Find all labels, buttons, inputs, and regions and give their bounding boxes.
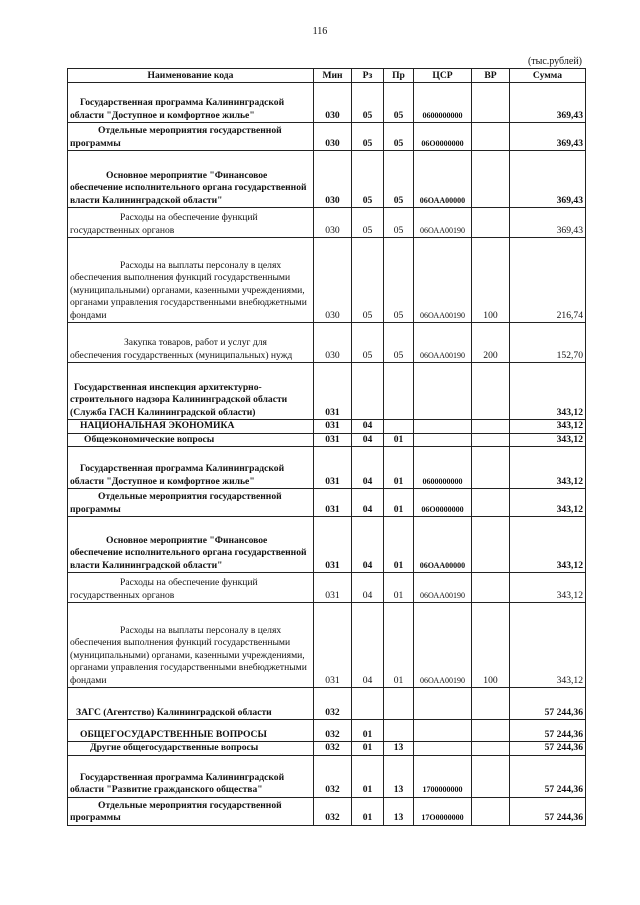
row-csr: 06ОАА00190 bbox=[414, 238, 472, 323]
header-pr: Пр bbox=[384, 69, 414, 83]
row-csr bbox=[414, 363, 472, 420]
table-row bbox=[68, 323, 586, 363]
table-header-row bbox=[68, 69, 586, 83]
row-name: Общеэкономические вопросы bbox=[84, 433, 215, 445]
row-csr bbox=[414, 720, 472, 742]
row-pr bbox=[384, 363, 414, 420]
row-rz: 04 bbox=[352, 447, 384, 489]
row-name-cell bbox=[68, 238, 314, 323]
row-min: 030 bbox=[314, 238, 352, 323]
row-name: Закупка товаров, работ и услуг для обеспечения государственных (муниципальных) нужд bbox=[70, 337, 293, 361]
row-name-cell bbox=[68, 755, 314, 797]
row-min: 030 bbox=[314, 123, 352, 151]
row-rz: 04 bbox=[352, 603, 384, 688]
row-csr: 06ОАА00190 bbox=[414, 208, 472, 238]
row-name: ЗАГС (Агентство) Калининградской области bbox=[76, 706, 272, 718]
row-csr: 1700000000 bbox=[414, 755, 472, 797]
row-pr bbox=[384, 420, 414, 434]
row-sum: 343,12 bbox=[510, 517, 586, 573]
row-name: Расходы на выплаты персоналу в целях обеспечения выполнения функций государственными (муниципальными) органами, казенными учреждениями, органами управления государственными внебюджетными фондами bbox=[70, 624, 307, 686]
row-min: 031 bbox=[314, 489, 352, 517]
row-pr bbox=[384, 688, 414, 720]
row-csr: 06ОАА00000 bbox=[414, 517, 472, 573]
row-sum: 216,74 bbox=[510, 238, 586, 323]
row-rz: 05 bbox=[352, 238, 384, 323]
row-vr bbox=[472, 489, 510, 517]
table-row bbox=[68, 797, 586, 825]
row-csr: 06ОАА00190 bbox=[414, 573, 472, 603]
row-vr bbox=[472, 517, 510, 573]
row-name-cell bbox=[68, 323, 314, 363]
row-sum: 343,12 bbox=[510, 573, 586, 603]
row-csr: 06ОАА00000 bbox=[414, 151, 472, 208]
row-name: Расходы на обеспечение функций государственных органов bbox=[70, 212, 258, 236]
row-pr: 05 bbox=[384, 83, 414, 123]
table-row bbox=[68, 238, 586, 323]
row-min: 032 bbox=[314, 755, 352, 797]
row-name: НАЦИОНАЛЬНАЯ ЭКОНОМИКА bbox=[80, 420, 235, 431]
row-vr: 100 bbox=[472, 603, 510, 688]
row-vr bbox=[472, 433, 510, 447]
row-csr bbox=[414, 688, 472, 720]
row-name: Государственная программа Калининградской области "Развитие гражданского общества" bbox=[70, 771, 285, 795]
table-row bbox=[68, 123, 586, 151]
row-rz: 01 bbox=[352, 720, 384, 742]
row-vr bbox=[472, 742, 510, 756]
row-vr bbox=[472, 151, 510, 208]
table-row bbox=[68, 489, 586, 517]
row-rz: 04 bbox=[352, 433, 384, 447]
row-name: Расходы на выплаты персоналу в целях обеспечения выполнения функций государственными (муниципальными) органами, казенными учреждениями, органами управления государственными внебюджетными фондами bbox=[70, 259, 307, 321]
row-name-cell bbox=[68, 742, 314, 756]
header-vr: ВР bbox=[472, 69, 510, 83]
row-pr: 01 bbox=[384, 447, 414, 489]
row-csr: 06ОАА00190 bbox=[414, 603, 472, 688]
row-min: 030 bbox=[314, 323, 352, 363]
row-rz: 05 bbox=[352, 208, 384, 238]
row-rz: 04 bbox=[352, 489, 384, 517]
row-name: Государственная инспекция архитектурно-строительного надзора Калининградской области (Служба ГАСН Калининградской области) bbox=[70, 381, 288, 418]
row-vr: 200 bbox=[472, 323, 510, 363]
row-sum: 57 244,36 bbox=[510, 755, 586, 797]
row-name-cell bbox=[68, 489, 314, 517]
row-rz: 01 bbox=[352, 755, 384, 797]
header-name: Наименование кода bbox=[68, 69, 314, 83]
row-min: 032 bbox=[314, 688, 352, 720]
row-sum: 343,12 bbox=[510, 363, 586, 420]
row-pr: 05 bbox=[384, 323, 414, 363]
table-row bbox=[68, 363, 586, 420]
row-name-cell bbox=[68, 517, 314, 573]
table-row bbox=[68, 433, 586, 447]
row-name-cell bbox=[68, 123, 314, 151]
row-name: Основное мероприятие "Финансовое обеспечение исполнительного органа государственной власти Калининградской области" bbox=[70, 169, 307, 206]
row-rz: 01 bbox=[352, 742, 384, 756]
row-min: 032 bbox=[314, 797, 352, 825]
row-vr bbox=[472, 755, 510, 797]
budget-table bbox=[67, 68, 586, 826]
row-rz: 05 bbox=[352, 123, 384, 151]
row-vr bbox=[472, 420, 510, 434]
row-min: 032 bbox=[314, 720, 352, 742]
row-name: Расходы на обеспечение функций государственных органов bbox=[70, 577, 258, 601]
units-label: (тыс.рублей) bbox=[527, 56, 582, 67]
table-row bbox=[68, 447, 586, 489]
page-number: 116 bbox=[312, 26, 328, 37]
row-min: 030 bbox=[314, 208, 352, 238]
table-row bbox=[68, 720, 586, 742]
row-sum: 152,70 bbox=[510, 323, 586, 363]
row-pr: 01 bbox=[384, 573, 414, 603]
row-min: 031 bbox=[314, 573, 352, 603]
table-row bbox=[68, 517, 586, 573]
row-sum: 57 244,36 bbox=[510, 797, 586, 825]
row-min: 031 bbox=[314, 517, 352, 573]
row-name: Отдельные мероприятия государственной программы bbox=[70, 125, 282, 149]
row-name-cell bbox=[68, 603, 314, 688]
row-sum: 343,12 bbox=[510, 433, 586, 447]
row-csr: 06О0000000 bbox=[414, 123, 472, 151]
row-vr bbox=[472, 720, 510, 742]
row-name-cell bbox=[68, 797, 314, 825]
row-sum: 369,43 bbox=[510, 151, 586, 208]
table-row bbox=[68, 573, 586, 603]
table-row bbox=[68, 151, 586, 208]
row-sum: 369,43 bbox=[510, 83, 586, 123]
row-vr bbox=[472, 363, 510, 420]
row-vr bbox=[472, 123, 510, 151]
row-name-cell bbox=[68, 151, 314, 208]
row-rz: 01 bbox=[352, 797, 384, 825]
row-name-cell bbox=[68, 83, 314, 123]
row-name: Другие общегосударственные вопросы bbox=[90, 742, 259, 753]
row-pr: 01 bbox=[384, 603, 414, 688]
row-rz: 04 bbox=[352, 420, 384, 434]
row-csr bbox=[414, 433, 472, 447]
row-rz: 05 bbox=[352, 83, 384, 123]
row-name-cell bbox=[68, 447, 314, 489]
row-pr: 13 bbox=[384, 797, 414, 825]
row-vr bbox=[472, 83, 510, 123]
row-name-cell bbox=[68, 420, 314, 434]
row-pr: 05 bbox=[384, 123, 414, 151]
row-pr: 13 bbox=[384, 755, 414, 797]
row-vr bbox=[472, 208, 510, 238]
row-sum: 57 244,36 bbox=[510, 688, 586, 720]
row-pr: 05 bbox=[384, 151, 414, 208]
row-min: 032 bbox=[314, 742, 352, 756]
table-row bbox=[68, 688, 586, 720]
table-row bbox=[68, 208, 586, 238]
row-sum: 343,12 bbox=[510, 603, 586, 688]
header-min: Мин bbox=[314, 69, 352, 83]
row-csr bbox=[414, 420, 472, 434]
row-rz: 05 bbox=[352, 323, 384, 363]
row-pr: 01 bbox=[384, 433, 414, 447]
row-name-cell bbox=[68, 363, 314, 420]
table-row bbox=[68, 83, 586, 123]
row-sum: 343,12 bbox=[510, 489, 586, 517]
row-sum: 57 244,36 bbox=[510, 742, 586, 756]
row-name: Отдельные мероприятия государственной программы bbox=[70, 799, 282, 823]
row-name-cell bbox=[68, 688, 314, 720]
row-name-cell bbox=[68, 720, 314, 742]
row-rz: 04 bbox=[352, 573, 384, 603]
row-name: Отдельные мероприятия государственной программы bbox=[70, 491, 282, 515]
row-sum: 343,12 bbox=[510, 447, 586, 489]
row-sum: 57 244,36 bbox=[510, 720, 586, 742]
row-csr: 0600000000 bbox=[414, 447, 472, 489]
row-pr: 01 bbox=[384, 517, 414, 573]
table-row bbox=[68, 420, 586, 434]
header-rz: Рз bbox=[352, 69, 384, 83]
table-row bbox=[68, 603, 586, 688]
row-sum: 369,43 bbox=[510, 123, 586, 151]
row-name-cell bbox=[68, 433, 314, 447]
row-sum: 369,43 bbox=[510, 208, 586, 238]
row-csr: 06О0000000 bbox=[414, 489, 472, 517]
row-vr bbox=[472, 573, 510, 603]
row-vr bbox=[472, 797, 510, 825]
row-vr bbox=[472, 688, 510, 720]
header-sum: Сумма bbox=[510, 69, 586, 83]
row-rz: 05 bbox=[352, 151, 384, 208]
row-rz: 04 bbox=[352, 517, 384, 573]
row-csr bbox=[414, 742, 472, 756]
row-pr: 05 bbox=[384, 238, 414, 323]
row-pr: 05 bbox=[384, 208, 414, 238]
row-csr: 0600000000 bbox=[414, 83, 472, 123]
row-vr bbox=[472, 447, 510, 489]
row-name: Государственная программа Калининградской области "Доступное и комфортное жилье" bbox=[70, 463, 285, 487]
row-min: 031 bbox=[314, 363, 352, 420]
row-min: 031 bbox=[314, 447, 352, 489]
row-csr: 06ОАА00190 bbox=[414, 323, 472, 363]
table-row bbox=[68, 742, 586, 756]
row-min: 030 bbox=[314, 151, 352, 208]
row-pr: 13 bbox=[384, 742, 414, 756]
row-rz bbox=[352, 363, 384, 420]
row-name: Государственная программа Калининградской области "Доступное и комфортное жилье" bbox=[70, 97, 285, 121]
row-name: ОБЩЕГОСУДАРСТВЕННЫЕ ВОПРОСЫ bbox=[80, 728, 267, 740]
row-sum: 343,12 bbox=[510, 420, 586, 434]
row-name-cell bbox=[68, 208, 314, 238]
row-pr bbox=[384, 720, 414, 742]
row-name-cell bbox=[68, 573, 314, 603]
row-min: 031 bbox=[314, 603, 352, 688]
row-min: 031 bbox=[314, 420, 352, 434]
row-min: 031 bbox=[314, 433, 352, 447]
header-csr: ЦСР bbox=[414, 69, 472, 83]
row-name: Основное мероприятие "Финансовое обеспечение исполнительного органа государственной власти Калининградской области" bbox=[70, 534, 307, 571]
row-pr: 01 bbox=[384, 489, 414, 517]
table-row bbox=[68, 755, 586, 797]
row-min: 030 bbox=[314, 83, 352, 123]
row-csr: 17О0000000 bbox=[414, 797, 472, 825]
row-vr: 100 bbox=[472, 238, 510, 323]
row-rz bbox=[352, 688, 384, 720]
